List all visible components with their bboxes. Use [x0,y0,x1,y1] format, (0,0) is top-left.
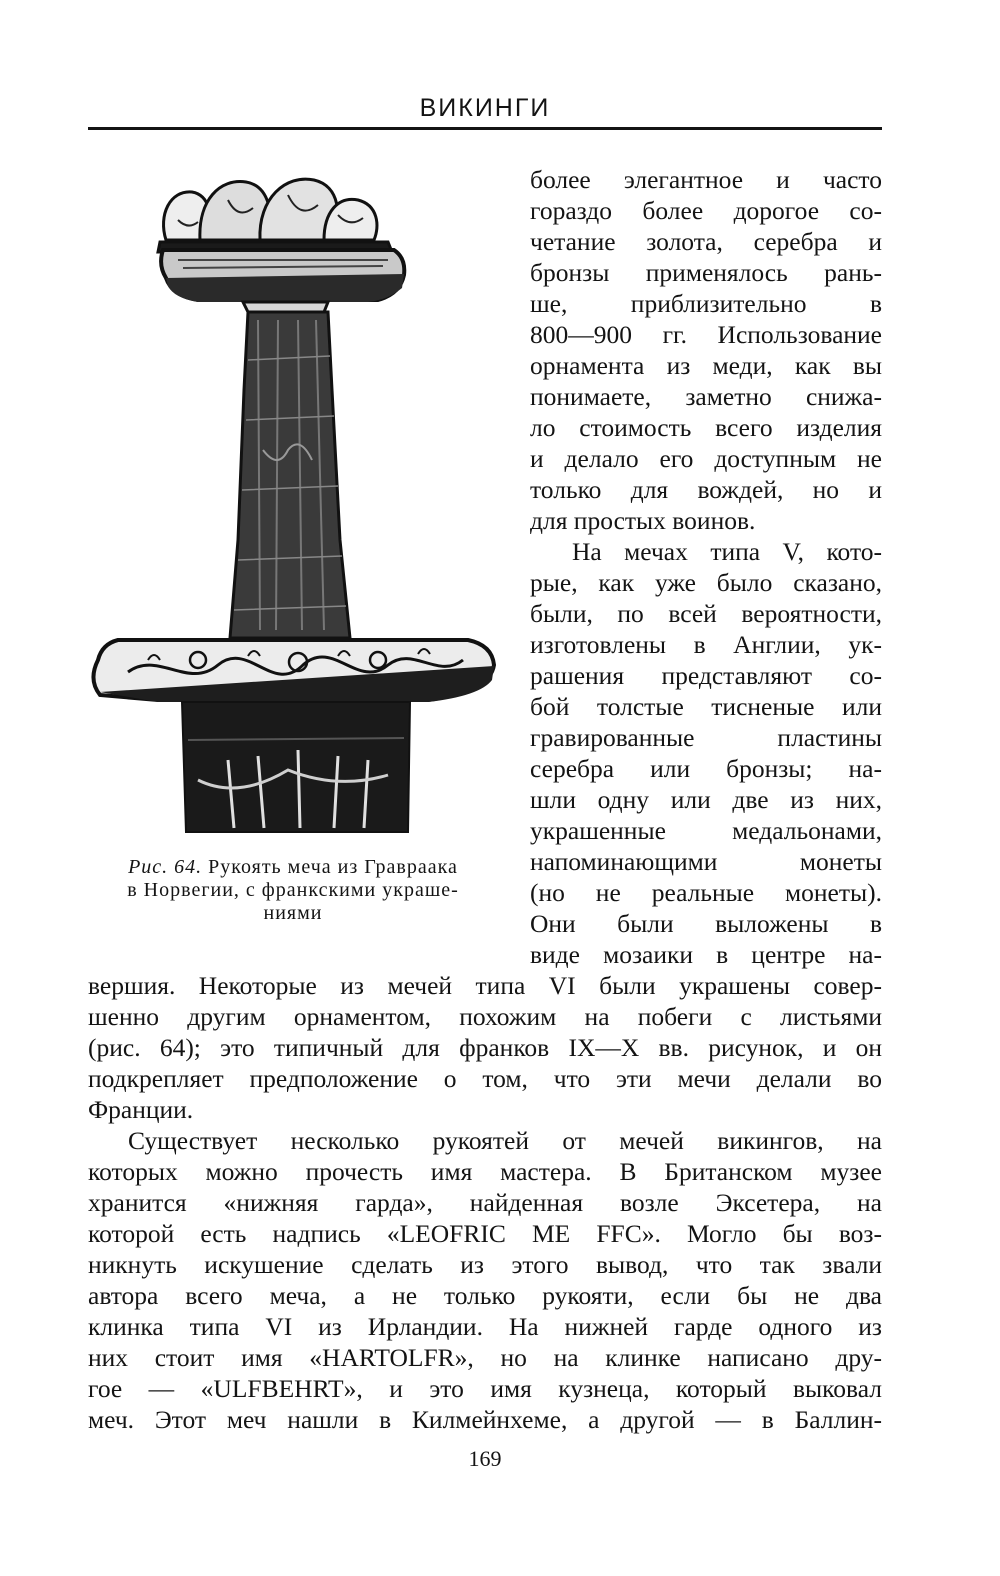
blade-stub [182,702,410,832]
body-line: подкрепляет предположение о том, что эти мечи делали во [88,1064,882,1093]
column-line: шли одну или две из них, [530,785,882,814]
column-line: более элегантное и часто [530,165,882,194]
grip [230,312,350,638]
body-line: гое — «ULFBEHRT», и это имя кузнеца, который выковал [88,1374,882,1403]
upper-guard [161,250,404,312]
lower-guard [93,640,494,702]
column-line: гравированные пластины [530,723,882,752]
column-line: гораздо более дорогое со- [530,196,882,225]
column-line: орнамента из меди, как вы [530,351,882,380]
column-line: бой толстые тисненые или [530,692,882,721]
column-line: украшенные медальонами, [530,816,882,845]
caption-label: Рис. 64. [128,856,203,878]
column-line: и делало его доступным не [530,444,882,473]
caption-line-1 [84,856,502,879]
body-line: клинка типа VI из Ирландии. На нижней гарде одного из [88,1312,882,1341]
column-line: 800—900 гг. Использование [530,320,882,349]
column-line: ло стоимость всего изделия [530,413,882,442]
column-line: четание золота, серебра и [530,227,882,256]
column-line: для простых воинов. [530,506,756,535]
body-line: Существует несколько рукоятей от мечей викингов, на [128,1126,882,1155]
body-line: Франции. [88,1095,194,1124]
body-line: которой есть надпись «LEOFRIC ME FFC». Могло бы воз- [88,1219,882,1248]
column-line: (но не реальные монеты). [530,878,882,907]
body-line: хранится «нижняя гарда», найденная возле Эксетера, на [88,1188,882,1217]
column-line: понимаете, заметно снижа- [530,382,882,411]
running-head: ВИКИНГИ [419,94,551,122]
body-line: меч. Этот меч нашли в Килмейнхеме, а другой — в Баллин- [88,1405,882,1434]
body-line: них стоит имя «HARTOLFR», но на клинке написано дру- [88,1343,882,1372]
column-line: виде мозаики в центре на- [530,940,882,969]
column-line: изготовлены в Англии, ук- [530,630,882,659]
caption-line-2: в Норвегии, с франкскими украше- [127,879,459,901]
body-line: автора всего меча, а не только рукояти, если бы не два [88,1281,882,1310]
column-line: Они были выложены в [530,909,882,938]
column-line: бронзы применялось рань- [530,258,882,287]
body-line: шенно другим орнаментом, похожим на побеги с листьями [88,1002,882,1031]
column-line: ше, приблизительно в [530,289,882,318]
column-line: напоминающими монеты [530,847,882,876]
body-line: (рис. 64); это типичный для франков IX—X вв. рисунок, и он [88,1033,882,1062]
figure-caption [84,856,502,925]
body-line: которых можно прочесть имя мастера. В Британском музее [88,1157,882,1186]
column-line: только для вождей, но и [530,475,882,504]
caption-line-3: ниями [263,902,323,924]
page-number: 169 [468,1446,502,1471]
column-line: рые, как уже было сказано, [530,568,882,597]
column-line: рашения представляют со- [530,661,882,690]
caption-text-1: Рукоять меча из Гравраака [208,856,458,878]
column-line: были, по всей вероятности, [530,599,882,628]
column-line: серебра или бронзы; на- [530,754,882,783]
body-line: вершия. Некоторые из мечей типа VI были украшены совер- [88,971,882,1000]
column-line: На мечах типа V, кото- [572,537,882,566]
header-rule [88,127,882,130]
pommel [158,179,392,252]
sword-hilt-illustration [88,160,498,850]
body-line: никнуть искушение сделать из этого вывод, что так звали [88,1250,882,1279]
